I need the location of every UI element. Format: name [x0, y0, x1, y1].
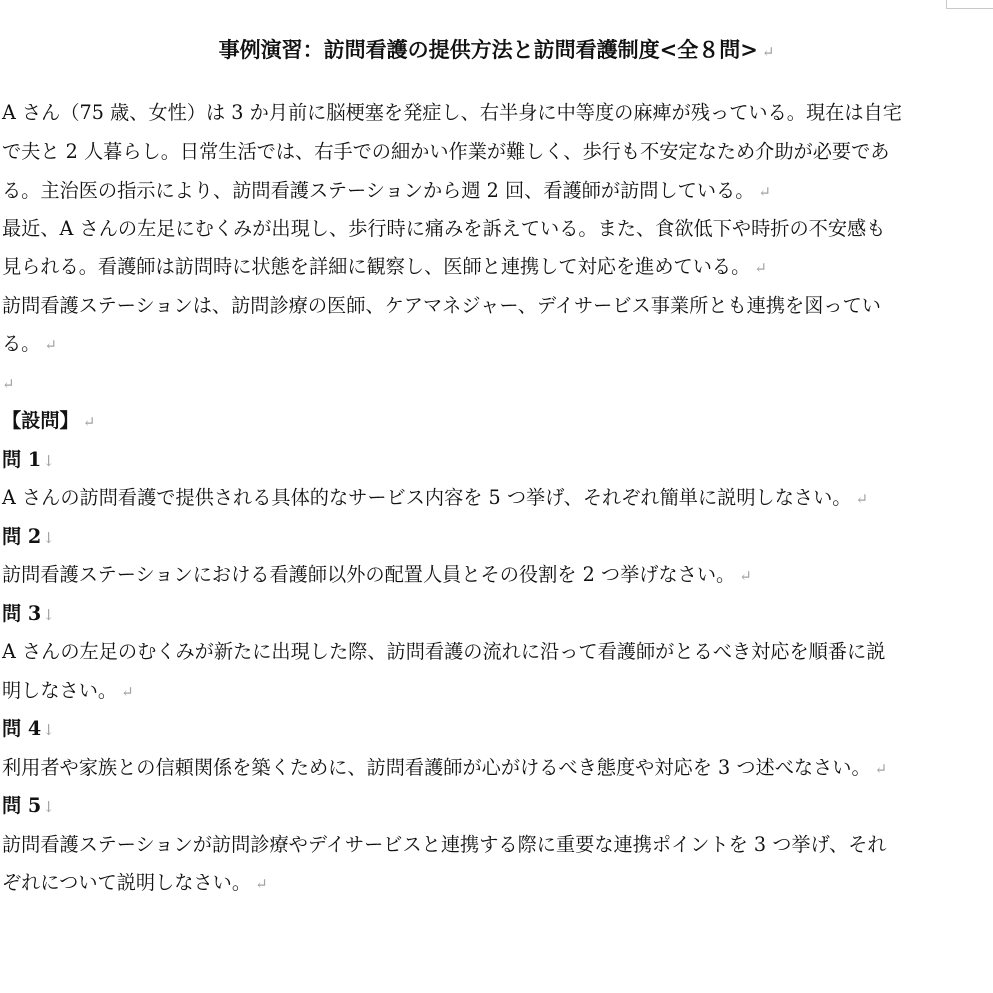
- case-line-1: A さん（75 歳、女性）は 3 か月前に脳梗塞を発症し、右半身に中等度の麻痺が残っている。現在は自宅: [2, 101, 902, 124]
- question-5-text-line-1: 訪問看護ステーションが訪問診療やデイサービスと連携する際に重要な連携ポイントを 3 つ挙げ、それ: [2, 833, 887, 856]
- question-1-text: A さんの訪問看護で提供される具体的なサービス内容を 5 つ挙げ、それぞれ簡単に説明しなさい。 ↵: [2, 486, 869, 509]
- case-line-3: る。主治医の指示により、訪問看護ステーションから週 2 回、看護師が訪問している。 ↵: [2, 179, 771, 202]
- paragraph-mark-icon: ↵: [2, 375, 15, 393]
- case-line-5: 見られる。看護師は訪問時に状態を詳細に観察し、医師と連携して対応を進めている。 ↵: [2, 255, 767, 278]
- line-break-icon: ↓: [42, 606, 55, 624]
- empty-paragraph: [2, 366, 987, 401]
- case-line-4: 最近、A さんの左足にむくみが出現し、歩行時に痛みを訴えている。また、食欲低下や時折の不安感も: [2, 217, 886, 240]
- case-line-6: 訪問看護ステーションは、訪問診療の医師、ケアマネジャー、デイサービス事業所とも連携を図ってい: [2, 294, 881, 317]
- line-break-icon: ↓: [42, 721, 55, 739]
- paragraph-mark-icon: ↵: [44, 336, 57, 354]
- question-1-label: 問 1↓: [2, 448, 55, 471]
- document-title: 事例演習：訪問看護の提供方法と訪問看護制度<全８問> ↵: [218, 37, 775, 62]
- question-4-label: 問 4↓: [2, 717, 55, 740]
- paragraph-mark-icon: ↵: [121, 683, 134, 701]
- question-4-text: 利用者や家族との信頼関係を築くために、訪問看護師が心がけるべき態度や対応を 3 つ述べなさい。 ↵: [2, 756, 888, 779]
- question-2-label: 問 2↓: [2, 525, 55, 548]
- question-3-label: 問 3↓: [2, 602, 55, 625]
- question-5-label: 問 5↓: [2, 794, 55, 817]
- paragraph-mark-icon: ↵: [874, 760, 888, 778]
- line-break-icon: ↓: [42, 798, 55, 816]
- question-5-text-line-2: ぞれについて説明しなさい。 ↵: [2, 871, 268, 894]
- paragraph-mark-icon: ↵: [754, 259, 767, 277]
- question-2-text: 訪問看護ステーションにおける看護師以外の配置人員とその役割を 2 つ挙げなさい。 ↵: [2, 563, 752, 586]
- paragraph-mark-icon: ↵: [739, 567, 752, 585]
- paragraph-mark-icon: ↵: [255, 875, 268, 893]
- line-break-icon: ↓: [42, 529, 55, 547]
- case-line-7: る。 ↵: [2, 332, 57, 355]
- case-line-2: で夫と 2 人暮らし。日常生活では、右手での細かい作業が難しく、歩行も不安定なため介助が必要であ: [2, 140, 890, 163]
- window-corner-frame: [946, 0, 993, 9]
- line-break-icon: ↓: [42, 452, 55, 470]
- paragraph-mark-icon: ↵: [855, 490, 869, 508]
- question-3-text-line-2: 明しなさい。 ↵: [2, 679, 134, 702]
- paragraph-mark-icon: ↵: [761, 43, 775, 61]
- paragraph-mark-icon: ↵: [82, 413, 96, 431]
- section-heading: 【設問】 ↵: [2, 409, 96, 432]
- paragraph-mark-icon: ↵: [758, 183, 771, 201]
- question-3-text-line-1: A さんの左足のむくみが新たに出現した際、訪問看護の流れに沿って看護師がとるべき対応を順番に説: [2, 640, 886, 663]
